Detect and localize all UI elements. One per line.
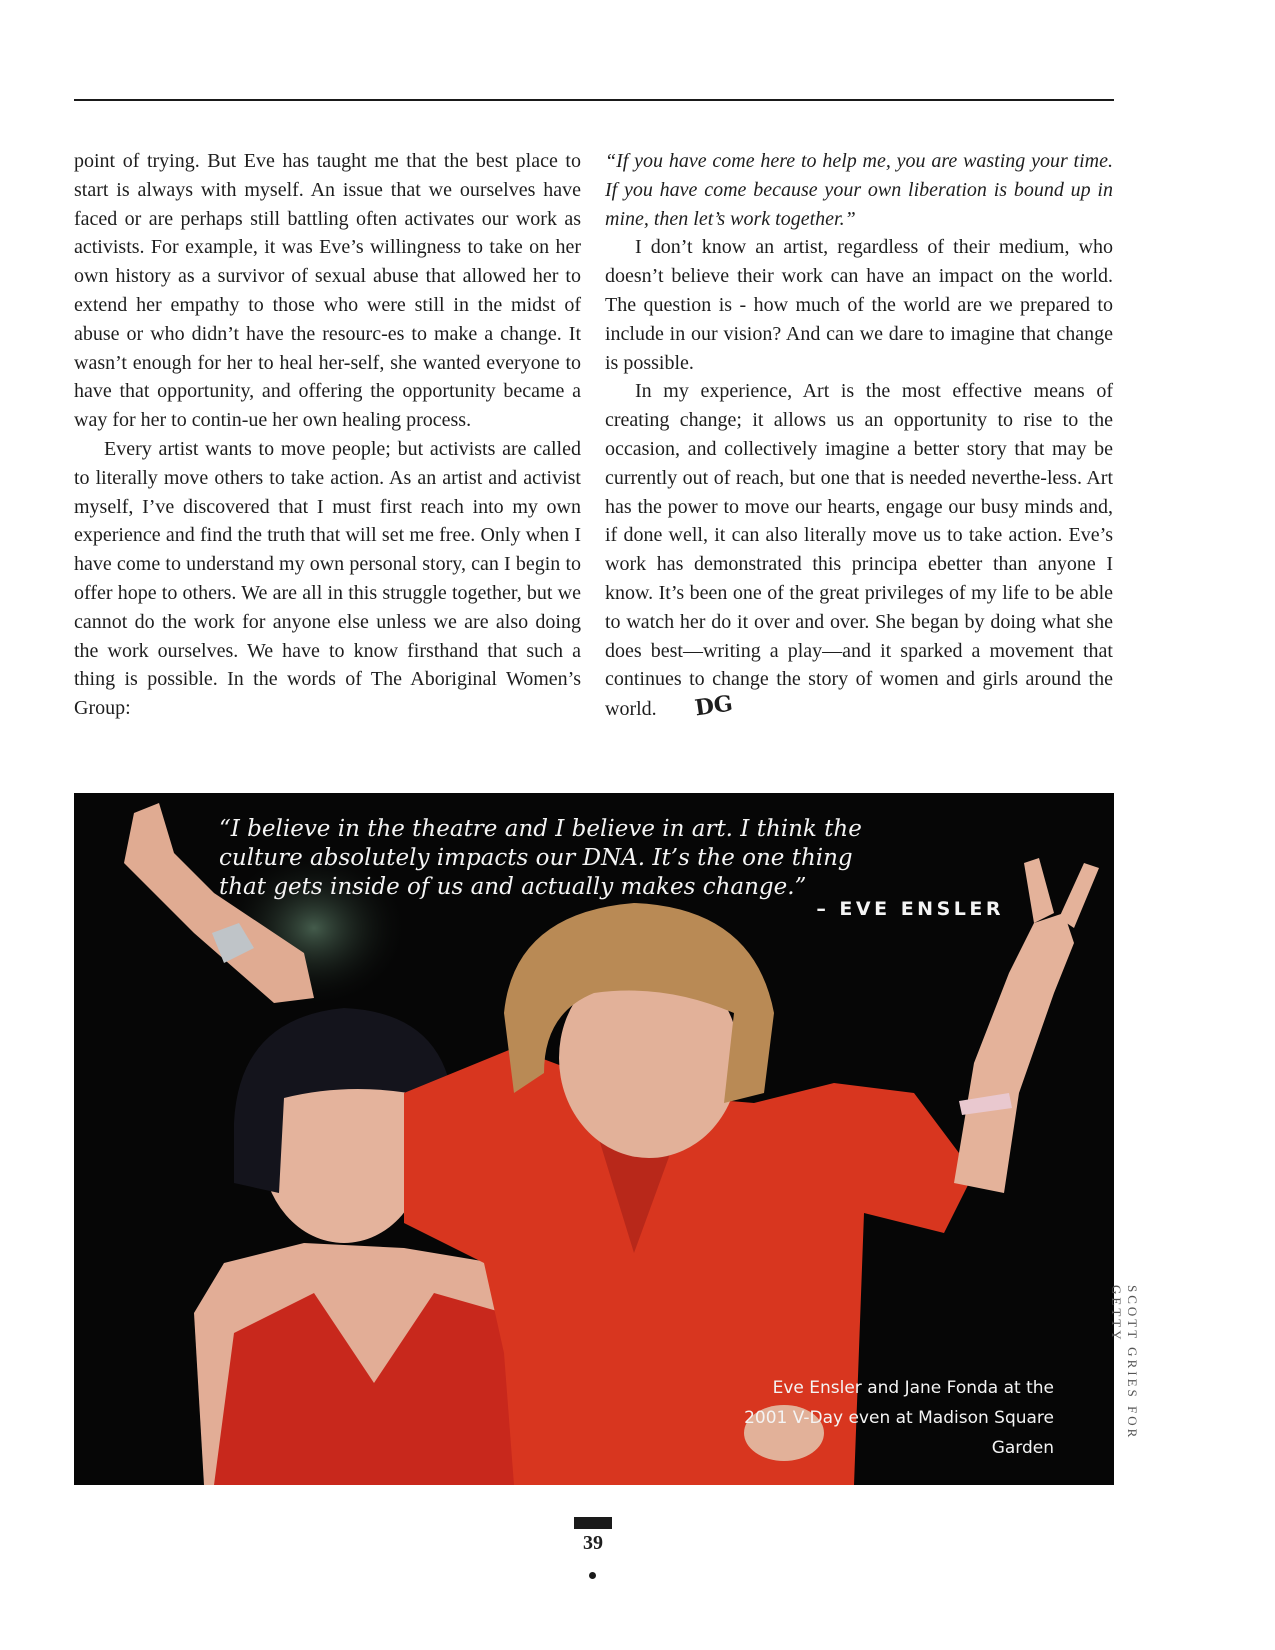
photo-credit: SCOTT GRIES FOR GETTY bbox=[1109, 1285, 1140, 1441]
paragraph bbox=[605, 377, 1113, 724]
top-rule bbox=[74, 99, 1114, 101]
article-column-left bbox=[74, 147, 581, 723]
page-number: 39 bbox=[583, 1532, 603, 1554]
feature-photo bbox=[74, 793, 1114, 1485]
paragraph-text: In my experience, Art is the most effective means of creating change; it allows us an opportunity to rise to the occasion, and collectively imagine a better story that may be currently out of reach, but one that is needed neverthe-less. Art has the power to move our hearts, engage our busy minds and, if done well, it can also literally move us to take action. Eve’s work has demonstrated this principa ebetter than anyone I know. It’s been one of the great privileges of my life to be able to watch her do it over and over. She began by doing what she does best—writing a play—and it sparked a movement that continues to change the story of women and girls around the world. bbox=[605, 380, 1113, 721]
photo-caption: Eve Ensler and Jane Fonda at the 2001 V-Day even at Madison Square Garden bbox=[744, 1378, 1054, 1458]
paragraph: Every artist wants to move people; but activists are called to literally move others to take action. As an artist and activist myself, I’ve discovered that I must first reach into my own experience and find the truth that will set me free. Only when I have come to understand my own personal story, can I begin to offer hope to others. We are all in this struggle together, but we cannot do the work for anyone else unless we are also doing the work ourselves. We have to know firsthand that such a thing is possible. In the words of The Aboriginal Women’s Group: bbox=[74, 437, 581, 720]
quote-attribution: – EVE ENSLER bbox=[816, 898, 1004, 920]
end-mark-icon: DG bbox=[692, 690, 734, 722]
page-number-bar bbox=[574, 1517, 612, 1529]
paragraph: point of trying. But Eve has taught me that the best place to start is always with myself. An issue that we ourselves have faced or are perhaps still battling often activates our work as activists. For example, it was Eve’s willingness to take on her own history as a survivor of sexual abuse that allowed her to extend her empathy to those who were still in the midst of abuse or who didn’t have the resourc-es to make a change. It wasn’t enough for her to heal her-self, she wanted everyone to have that opportunity, and offering the opportunity became a way for her to contin-ue her own healing process. bbox=[74, 150, 581, 432]
aboriginal-quote: “If you have come here to help me, you are wasting your time. If you have come because your own liberation is bound up in mine, then let’s work together.” bbox=[605, 150, 1113, 230]
paragraph: I don’t know an artist, regardless of their medium, who doesn’t believe their work can have an impact on the world. The question is - how much of the world are we prepared to include in our vision? And can we dare to imagine that change is possible. bbox=[605, 236, 1113, 374]
article-column-right bbox=[605, 147, 1113, 724]
pull-quote: “I believe in the theatre and I believe in art. I think the culture absolutely impacts our DNA. It’s the one thing that gets inside of us and actually makes change.” bbox=[219, 816, 862, 900]
page-dot-icon bbox=[589, 1572, 596, 1579]
